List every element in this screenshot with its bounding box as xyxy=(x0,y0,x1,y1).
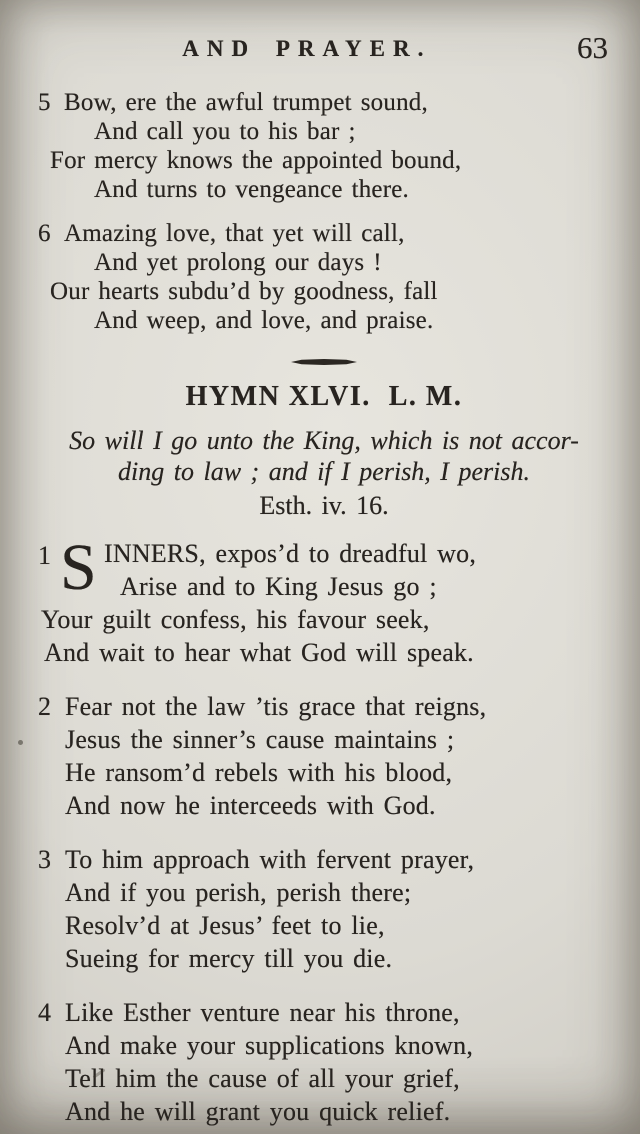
verse-number: 5 xyxy=(38,89,51,116)
hymn-title xyxy=(38,381,610,413)
verse-line: And weep, and love, and praise. xyxy=(94,307,434,334)
verse-line: Sueing for mercy till you die. xyxy=(65,944,393,973)
verse-line: For mercy knows the appointed bound, xyxy=(50,147,462,174)
verse-2 xyxy=(38,690,610,822)
hymn-epigraph xyxy=(38,425,610,521)
epigraph-line: ding to law ; and if I perish, I perish. xyxy=(118,457,530,486)
verse-number: 6 xyxy=(38,220,51,247)
verse-6 xyxy=(38,219,610,335)
verse-number: 3 xyxy=(38,845,52,874)
verse-line: Resolv’d at Jesus’ feet to lie, xyxy=(65,911,385,940)
hymn-number: HYMN XLVI. xyxy=(185,381,371,412)
verse-number: 1 xyxy=(38,541,52,570)
verse-line: And if you perish, perish there; xyxy=(65,878,412,907)
verse-number: 2 xyxy=(38,692,52,721)
verse-line: Fear not the law ’tis grace that reigns, xyxy=(65,692,487,721)
verse-line: And he will grant you quick relief. xyxy=(65,1097,451,1126)
page-number: 63 xyxy=(577,30,608,65)
dropcap-initial: S xyxy=(60,531,97,604)
verse-line: Tell him the cause of all your grief, xyxy=(65,1064,460,1093)
header-title: AND PRAYER. xyxy=(182,36,432,61)
verse-line: Like Esther venture near his throne, xyxy=(65,998,460,1027)
verse-line: And turns to vengeance there. xyxy=(94,176,409,203)
scripture-reference: Esth. iv. 16. xyxy=(259,491,389,520)
verse-1 xyxy=(38,531,610,669)
verse-4 xyxy=(38,996,610,1128)
verse-line: Bow, ere the awful trumpet sound, xyxy=(64,89,428,116)
verse-line: INNERS, expos’d to dreadful wo, xyxy=(104,539,477,568)
verse-line: And make your supplications known, xyxy=(65,1031,474,1060)
verse-3 xyxy=(38,843,610,975)
verse-line: To him approach with fervent prayer, xyxy=(65,845,475,874)
verse-line: Your guilt confess, his favour seek, xyxy=(41,605,430,634)
verse-line: Our hearts subdu’d by goodness, fall xyxy=(50,278,438,305)
verse-line: And now he interceeds with God. xyxy=(65,791,436,820)
verse-line: Jesus the sinner’s cause maintains ; xyxy=(65,725,455,754)
verse-line: And yet prolong our days ! xyxy=(94,249,382,276)
running-header xyxy=(38,30,610,66)
verse-line: He ransom’d rebels with his blood, xyxy=(65,758,453,787)
hymn-meter: L. M. xyxy=(388,381,463,412)
verse-line: And call you to his bar ; xyxy=(94,118,356,145)
verse-line: And wait to hear what God will speak. xyxy=(44,638,474,667)
section-divider xyxy=(291,359,357,365)
verse-5 xyxy=(38,88,610,204)
verse-line: Amazing love, that yet will call, xyxy=(64,220,405,247)
verse-number: 4 xyxy=(38,998,52,1027)
verse-line: Arise and to King Jesus go ; xyxy=(120,572,437,601)
epigraph-line: So will I go unto the King, which is not accor- xyxy=(69,426,579,455)
ink-speck xyxy=(18,740,23,745)
